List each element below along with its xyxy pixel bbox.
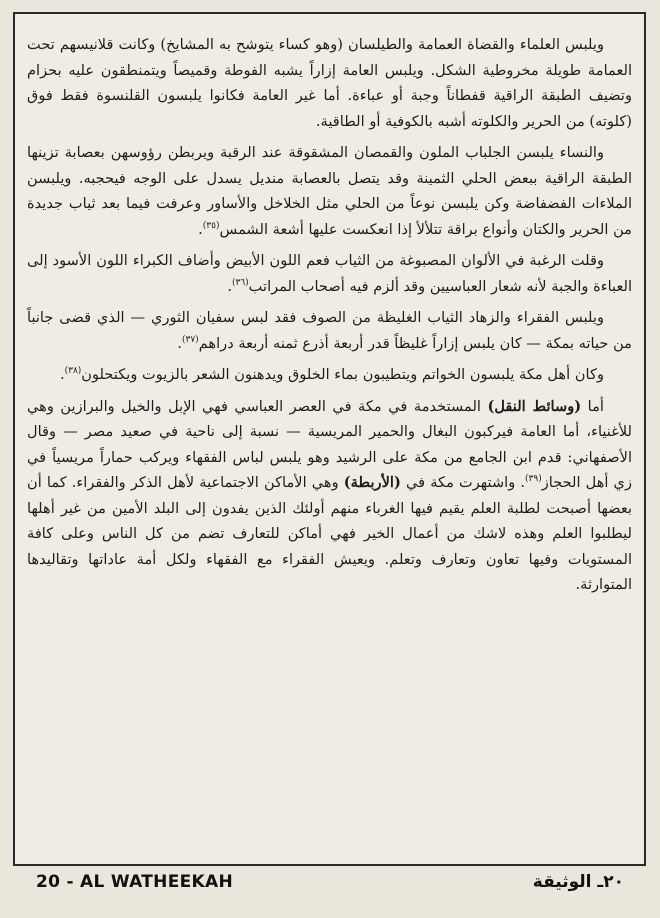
- footnote-ref: (٣٦): [231, 277, 249, 288]
- paragraph: وكان أهل مكة يلبسون الخواتم ويتطيبون بماء الخلوق ويدهنون الشعر بالزيوت ويكتحلون$^{(٣٨)}$.: [59, 366, 604, 383]
- paragraph: ويلبس الفقراء والزهاد الثياب الغليظة من الصوف فقد لبس سفيان الثوري — الذي قضى جانباً من حياته بمكة — كان يلبس إزاراً غليظاً قدر أربعة أذرع ثمنه أربعة دراهم$^{(٣٧)}$.: [27, 309, 632, 352]
- footnote-ref: (٣٨): [64, 366, 82, 377]
- footnote-ref: (٣٧): [181, 334, 199, 345]
- paragraph: وقلت الرغبة في الألوان المصبوغة من الثياب فعم اللون الأبيض وأضاف الكبراء اللون الأسود إلى العباءة والجبة لأنه شعار العباسيين وقد ألزم فيه أصحاب المراتب$^{(٣٦)}$.: [27, 252, 632, 295]
- footnote-ref: (٣٩): [525, 474, 542, 485]
- footnote-ref: (٣٥): [202, 220, 220, 231]
- footer-page-label: 20 - AL WATHEEKAH: [36, 872, 233, 892]
- bold-term: (وسائط النقل): [487, 397, 582, 415]
- article-body: [27, 32, 632, 604]
- bold-term: (الأربطة): [343, 474, 401, 491]
- paragraph: والنساء يلبسن الجلباب الملون والقمصان المشقوقة عند الرقبة ويربطن رؤوسهن بعصابة تزينها الطبقة الراقية ببعض الحلي الثمينة وقد يتصل بالعصابة منديل يسدل على الوجه فيحجبه. ويلبسن الملاءات الفضفاضة وكن يلبسن نوعاً من الحلي مثل الخلاخل والأساور وعرفت فيما بعد ثياب جديدة من الحرير والكتان وأنواع براقة تتلألأ إذا انعكست عليها أشعة الشمس$^{(٣٥)}$.: [27, 144, 632, 238]
- page-frame: [13, 12, 646, 866]
- paragraph: ويلبس العلماء والقضاة العمامة والطيلسان (وهو كساء يتوشح به المشايخ) وكانت قلانيسهم تحت العمامة طويلة مخروطية الشكل. ويلبس العامة إزاراً يشبه الفوطة وقميصاً ويتمنطقون عليه بحزام وتضيف الطبقة الراقية قفطاناً وجبة أو عباءة. أما غير العامة فكانوا يلبسون القلنسوة فقط فوق (كلوته) من الحرير والكلوته أشبه بالكوفية أو الطاقية.: [27, 36, 632, 130]
- paragraph: أما (وسائط النقل) المستخدمة في مكة في العصر العباسي فهي الإبل والخيل والبرازين وهي للأغنياء، أما العامة فيركبون البغال والحمير المريسية — نسبة إلى ناحية في صعيد مصر — وقال الأصفهاني: قدم ابن الجامع من مكة على الرشيد وهو يلبس لباس الفقهاء ويركب حماراً مريسياً في زي أهل الحجاز$^{(٣٩)}$. واشتهرت مكة في (الأربطة) وهي الأماكن الاجتماعية لأهل الذكر والفقراء. كما أن بعضها أصبحت لطلبة العلم يقيم فيها الغرباء منهم أولئك الذين يفدون إلى البلد الأمين من غير أهلها ليطلبوا العلم وهذه لاشك من أعمال الخير فهي أماكن للتعارف تضم من كل الناس وعلى كافة المستويات وفيها تعاون وتعارف وتعلم. ويعيش الفقراء مع الفقهاء ولكل أمة عاداتها وتقاليدها المتوارثة.: [27, 397, 633, 593]
- footer-page-label-arabic: ٢٠ـ الوثيقة: [532, 872, 624, 892]
